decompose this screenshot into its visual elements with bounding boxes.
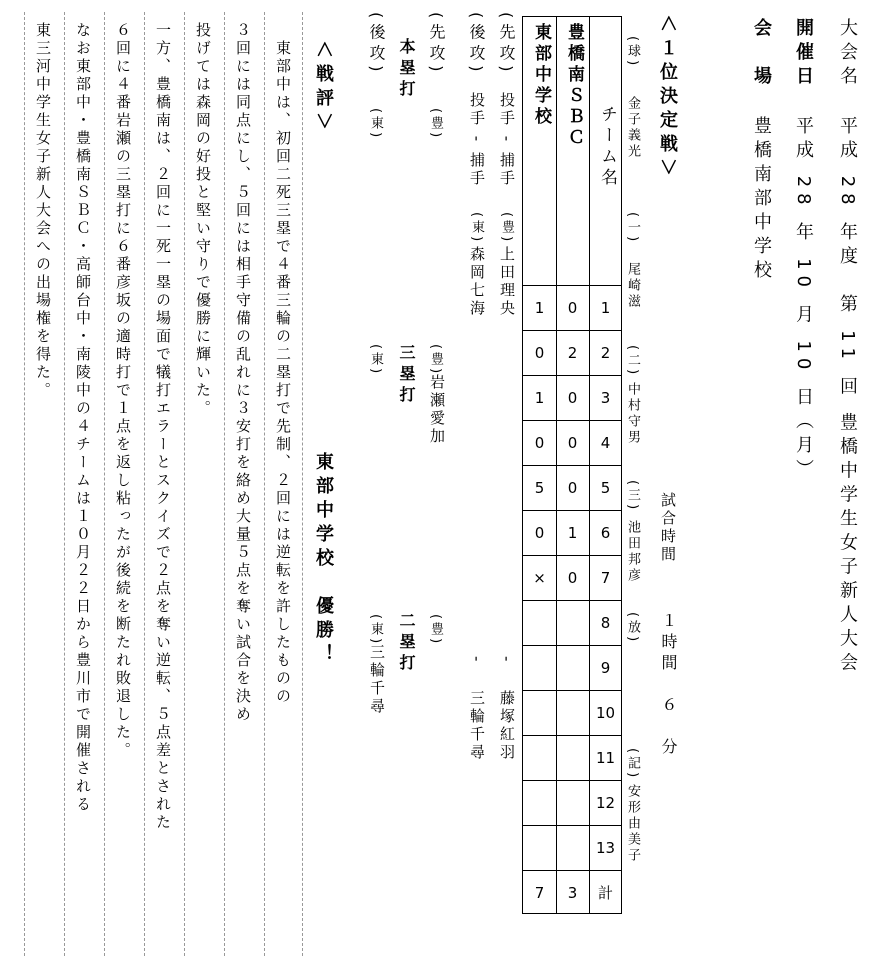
- double-higashi-player: 三輪千尋: [368, 644, 386, 716]
- inning-score: 0: [567, 388, 578, 407]
- sente-catcher: 藤塚紅羽: [498, 690, 516, 762]
- umpire-role: (一): [625, 212, 640, 245]
- double-toyo-mark: (豊): [428, 614, 443, 647]
- inning-score: 5: [534, 478, 545, 497]
- divider: [224, 12, 225, 956]
- inning-score: 2: [567, 343, 578, 362]
- tournament-name: 平成 28 年度 第 11 回 豊橋中学生女子新人大会: [837, 116, 858, 677]
- inning-score: 0: [567, 433, 578, 452]
- dash: ‐: [468, 656, 486, 665]
- triple-label: 三塁打: [397, 344, 416, 407]
- inning-score: 0: [534, 433, 545, 452]
- venue-label: 会 場: [751, 18, 772, 90]
- inning-score: 1: [534, 388, 545, 407]
- umpire-role: (三): [625, 480, 640, 513]
- sente-pitcher: 上田理央: [498, 246, 516, 318]
- date-label: 開催日: [793, 18, 814, 90]
- game-time-value: １時間 ６ 分: [659, 612, 678, 759]
- team-total: 7: [534, 883, 545, 902]
- inning-score: ×: [533, 568, 546, 587]
- umpire-role: (放): [625, 612, 640, 645]
- inning-score: 1: [534, 298, 545, 317]
- review-line: 一方、豊橋南は、２回に一死一塁の場面で犠打エラーとスクイズで２点を奪い逆転、５点差とされた: [154, 22, 172, 832]
- triple-toyo-player: 岩瀬愛加: [428, 374, 446, 446]
- review-line: 東部中は、初回二死三塁で４番三輪の二塁打で先制、２回には逆転を許したものの: [274, 40, 292, 706]
- team-total: 3: [567, 883, 578, 902]
- gote-team: (東): [469, 212, 484, 245]
- dash: ‐: [498, 656, 516, 665]
- inning-number: 3: [600, 388, 611, 407]
- scoreboard-table: [522, 16, 622, 914]
- umpire-role: (球): [625, 36, 640, 69]
- inning-number: 4: [600, 433, 611, 452]
- game-title: ＜１位決定戦＞: [657, 14, 678, 182]
- gote-pitcher: 森岡七海: [468, 246, 486, 318]
- sente-label: (先攻): [497, 12, 516, 77]
- divider: [264, 12, 265, 956]
- double-label: 二塁打: [397, 612, 416, 675]
- inning-number: 2: [600, 343, 611, 362]
- review-line: ３回には同点にし、５回には相手守備の乱れに３安打を絡め大量５点を奪い試合を決め: [234, 22, 252, 724]
- venue-value: 豊橋南部中学校: [751, 116, 772, 284]
- inning-score: 0: [567, 478, 578, 497]
- umpire-role: (記): [625, 748, 640, 781]
- umpire-name: 安形由美子: [625, 784, 640, 864]
- umpire-name: 尾崎滋: [625, 262, 640, 310]
- hr-toyo: (豊): [428, 108, 443, 141]
- divider: [24, 12, 25, 956]
- date-value: 平成 28 年 10 月 10 日（月）: [793, 116, 814, 484]
- review-title: ＜戦評＞: [313, 40, 334, 136]
- inning-number: 8: [600, 613, 611, 632]
- game-time-label: 試合時間: [659, 492, 677, 564]
- review-line: なお東部中・豊橋南ＳＢＣ・高師台中・南陵中の４チームは１０月２２日から豊川市で開催される: [74, 22, 92, 814]
- total-label: 計: [597, 884, 613, 902]
- umpire-role: (二): [625, 345, 640, 378]
- inning-score: 0: [534, 523, 545, 542]
- inning-number: 9: [600, 658, 611, 677]
- home-run-label: 本塁打: [397, 38, 416, 101]
- sente-team: (豊): [499, 212, 514, 245]
- inning-score: 0: [567, 298, 578, 317]
- triple-toyo-mark: (豊): [428, 344, 443, 377]
- review-line: ６回に４番岩瀬の三塁打に６番彦坂の適時打で１点を返し粘ったが後続を断たれ敗退した。: [114, 22, 132, 760]
- review-line: 東三河中学生女子新人大会への出場権を得た。: [34, 22, 52, 400]
- double-higashi-mark: (東): [368, 614, 383, 647]
- umpire-name: 中村守男: [625, 382, 640, 446]
- triple-higashi-mark: (東): [368, 344, 383, 377]
- hr-higashi: (東): [368, 108, 383, 141]
- team-column-header: チーム名: [597, 105, 617, 189]
- divider: [104, 12, 105, 956]
- inning-number: 5: [600, 478, 611, 497]
- divider: [144, 12, 145, 956]
- pitcher-catcher-label: 投手 ‐ 捕手: [498, 92, 516, 188]
- inning-number: 7: [600, 568, 611, 587]
- inning-score: 1: [567, 523, 578, 542]
- pitcher-catcher-label: 投手 ‐ 捕手: [468, 92, 486, 188]
- divider: [184, 12, 185, 956]
- divider: [64, 12, 65, 956]
- team-name: 東部中学校: [531, 23, 551, 128]
- winner-text: 東部中学校 優勝！: [313, 452, 334, 668]
- inning-score: 0: [534, 343, 545, 362]
- gote-catcher: 三輪千尋: [468, 690, 486, 762]
- inning-number: 12: [595, 793, 616, 812]
- inning-number: 6: [600, 523, 611, 542]
- divider: [302, 12, 303, 956]
- umpire-name: 金子義光: [625, 96, 640, 160]
- gote-label: (後攻): [467, 12, 486, 77]
- review-line: 投げては森岡の好投と堅い守りで優勝に輝いた。: [194, 22, 212, 418]
- inning-number: 1: [600, 298, 611, 317]
- team-name: 豊橋南ＳＢＣ: [564, 23, 584, 149]
- inning-score: 0: [567, 568, 578, 587]
- sente-mark: (先攻): [427, 12, 446, 77]
- gote-mark: (後攻): [367, 12, 386, 77]
- inning-number: 10: [595, 703, 616, 722]
- tournament-name-label: 大会名: [837, 18, 858, 90]
- inning-number: 13: [595, 838, 616, 857]
- inning-number: 11: [595, 748, 616, 767]
- umpire-name: 池田邦彦: [625, 520, 640, 584]
